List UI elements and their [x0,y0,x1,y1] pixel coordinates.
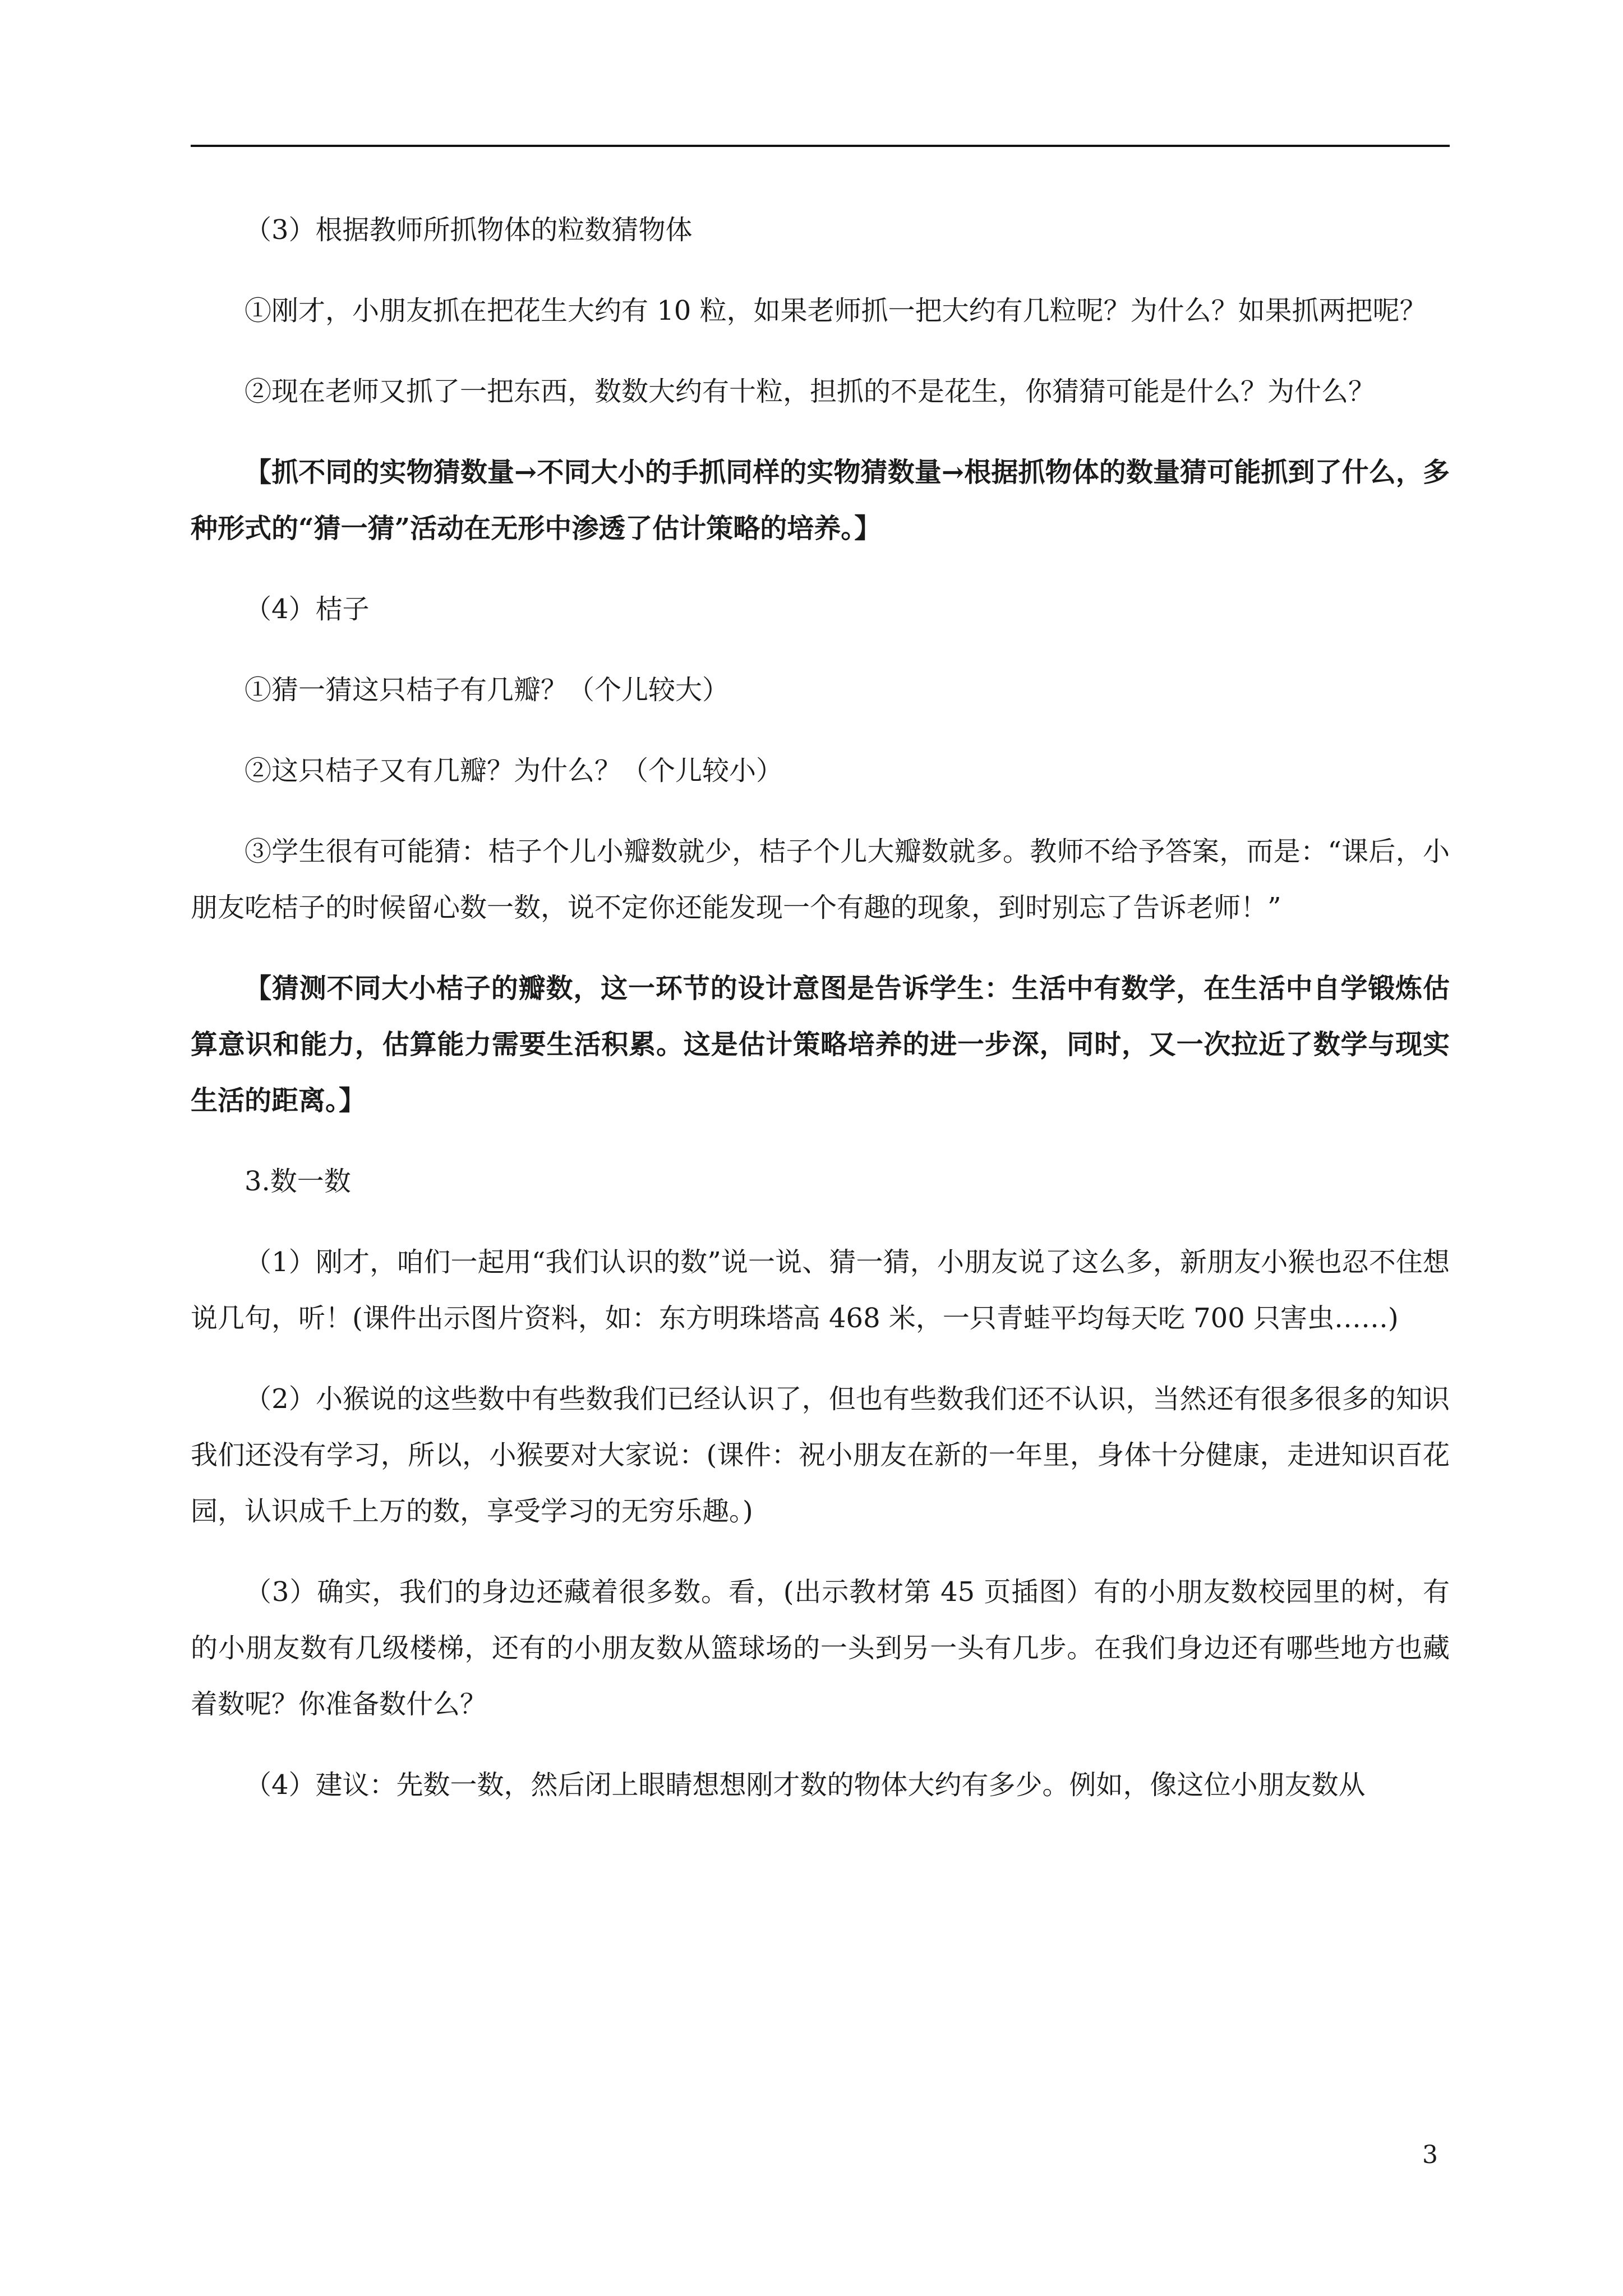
body-paragraph: （3）根据教师所抓物体的粒数猜物体 [245,214,693,246]
header-rule [191,145,1450,147]
commentary-paragraph: 【猜测不同大小桔子的瓣数，这一环节的设计意图是告诉学生：生活中有数学，在生活中自学锻炼估算意识和能力，估算能力需要生活积累。这是估计策略培养的进一步深，同时，又一次拉近了数学与现实生活的距离。】 [191,973,1450,1116]
commentary-paragraph: 【抓不同的实物猜数量→不同大小的手抓同样的实物猜数量→根据抓物体的数量猜可能抓到了什么，多种形式的“猜一猜”活动在无形中渗透了估计策略的培养。】 [191,457,1450,544]
body-paragraph: （2）小猴说的这些数中有些数我们已经认识了，但也有些数我们还不认识，当然还有很多很多的知识我们还没有学习，所以，小猴要对大家说：(课件：祝小朋友在新的一年里，身体十分健康，走进知识百花园，认识成千上万的数，享受学习的无穷乐趣。) [191,1383,1450,1527]
body-paragraph: ②这只桔子又有几瓣？为什么？（个儿较小） [245,755,783,786]
page-number: 3 [1422,2141,1438,2169]
body-paragraph: （1）刚才，咱们一起用“我们认识的数”说一说、猜一猜，小朋友说了这么多，新朋友小猴也忍不住想说几句，听！(课件出示图片资料，如：东方明珠塔高 468 米，一只青蛙平均每天吃 700 只害虫……) [191,1246,1450,1334]
body-paragraph: ①猜一猜这只桔子有几瓣？（个儿较大） [245,674,730,706]
body-paragraph: ②现在老师又抓了一把东西，数数大约有十粒，担抓的不是花生，你猜猜可能是什么？为什么？ [245,376,1376,407]
document-body [191,202,1450,1813]
body-paragraph: （4）桔子 [245,593,370,625]
body-paragraph: （4）建议：先数一数，然后闭上眼睛想想刚才数的物体大约有多少。例如，像这位小朋友数从 [245,1769,1366,1801]
body-paragraph: （3）确实，我们的身边还藏着很多数。看，(出示教材第 45 页插图）有的小朋友数校园里的树，有的小朋友数有几级楼梯，还有的小朋友数从篮球场的一头到另一头有几步。在我们身边还有哪些地方也藏着数呢？你准备数什么？ [191,1576,1450,1720]
body-paragraph: 3.数一数 [245,1166,351,1197]
body-paragraph: ③学生很有可能猜：桔子个儿小瓣数就少，桔子个儿大瓣数就多。教师不给予答案，而是：“课后，小朋友吃桔子的时候留心数一数，说不定你还能发现一个有趣的现象，到时别忘了告诉老师！” [191,836,1450,923]
body-paragraph: ①刚才，小朋友抓在把花生大约有 10 粒，如果老师抓一把大约有几粒呢？为什么？如果抓两把呢？ [245,295,1427,326]
